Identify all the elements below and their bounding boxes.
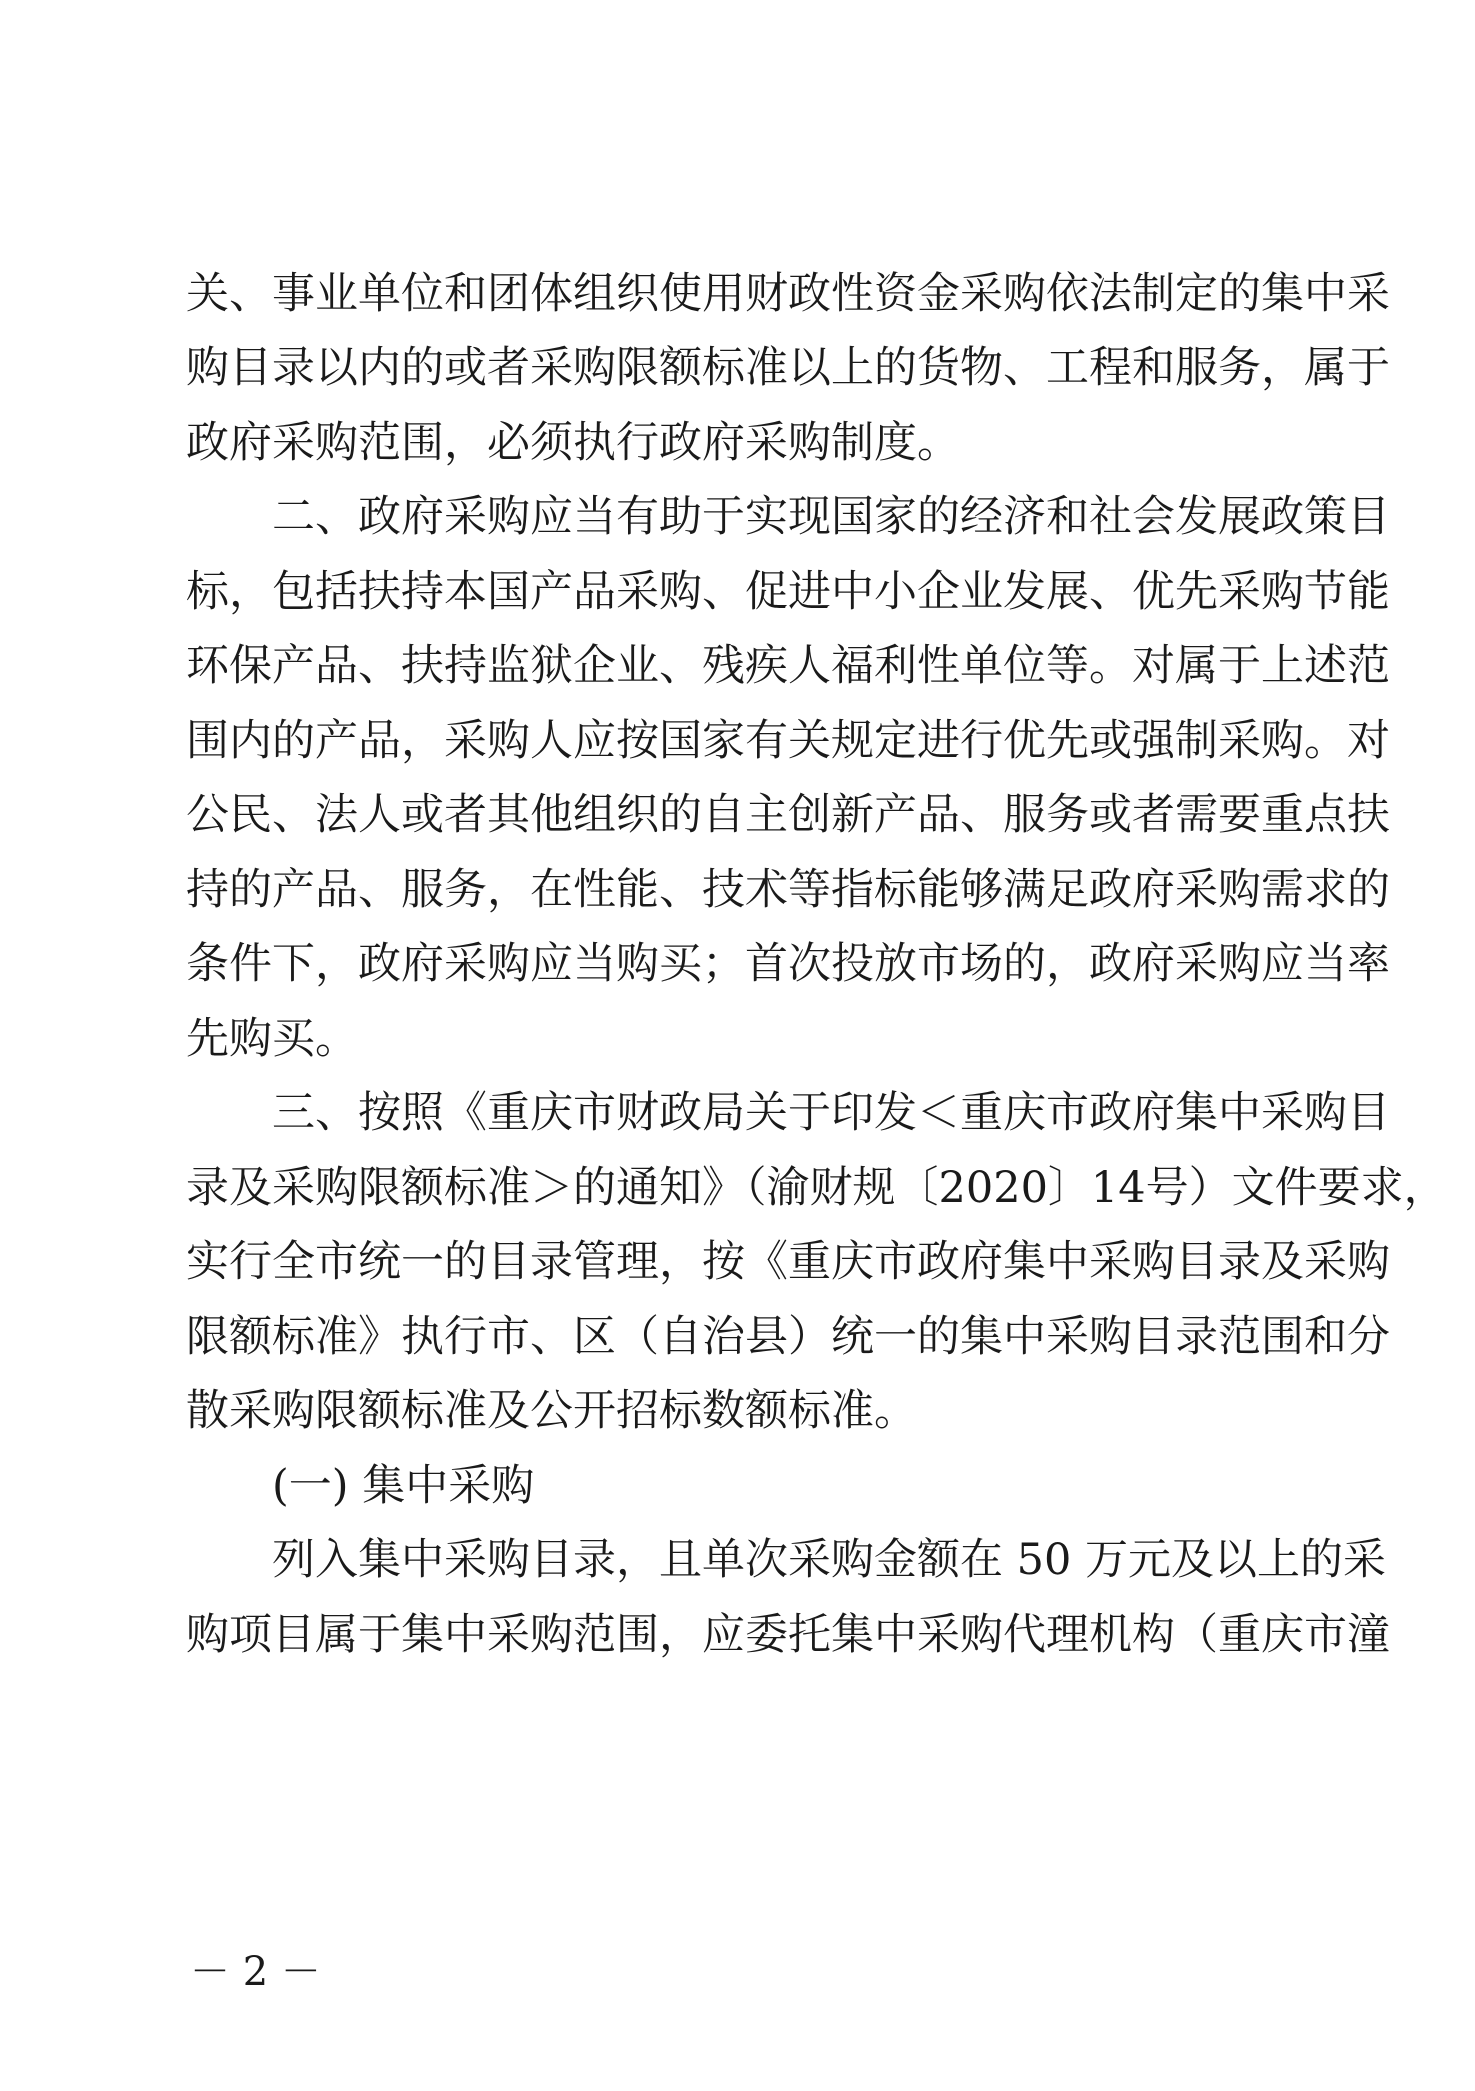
paragraph-line: 标，包括扶持本国产品采购、促进中小企业发展、优先采购节能	[186, 567, 1390, 617]
paragraph-line: 条件下，政府采购应当购买；首次投放市场的，政府采购应当率	[186, 939, 1390, 989]
paragraph-line: 政府采购范围，必须执行政府采购制度。	[186, 418, 960, 468]
paragraph-line: 关、事业单位和团体组织使用财政性资金采购依法制定的集中采	[186, 269, 1390, 319]
paragraph-line: 录及采购限额标准＞的通知》（渝财规〔2020〕14号）文件要求，	[186, 1163, 1447, 1213]
paragraph-line: 购目录以内的或者采购限额标准以上的货物、工程和服务，属于	[186, 343, 1390, 393]
paragraph-line: 二、政府采购应当有助于实现国家的经济和社会发展政策目	[272, 492, 1390, 542]
paragraph-line: 散采购限额标准及公开招标数额标准。	[186, 1386, 917, 1436]
paragraph-line: 实行全市统一的目录管理，按《重庆市政府集中采购目录及采购	[186, 1237, 1390, 1287]
paragraph-line: 持的产品、服务，在性能、技术等指标能够满足政府采购需求的	[186, 865, 1390, 915]
paragraph-line: 先购买。	[186, 1014, 358, 1064]
paragraph-line: 购项目属于集中采购范围，应委托集中采购代理机构（重庆市潼	[186, 1610, 1390, 1660]
paragraph-line: 环保产品、扶持监狱企业、残疾人福利性单位等。对属于上述范	[186, 641, 1390, 691]
paragraph-line: 限额标准》执行市、区（自治县）统一的集中采购目录范围和分	[186, 1312, 1390, 1362]
paragraph-line: 围内的产品，采购人应按国家有关规定进行优先或强制采购。对	[186, 716, 1390, 766]
paragraph-line: 三、按照《重庆市财政局关于印发＜重庆市政府集中采购目	[272, 1088, 1390, 1138]
paragraph-line: 公民、法人或者其他组织的自主创新产品、服务或者需要重点扶	[186, 790, 1390, 840]
section-heading: (一) 集中采购	[272, 1461, 535, 1511]
page-number: － 2 －	[190, 1949, 321, 1995]
paragraph-line: 列入集中采购目录，且单次采购金额在 50 万元及以上的采	[272, 1535, 1387, 1585]
